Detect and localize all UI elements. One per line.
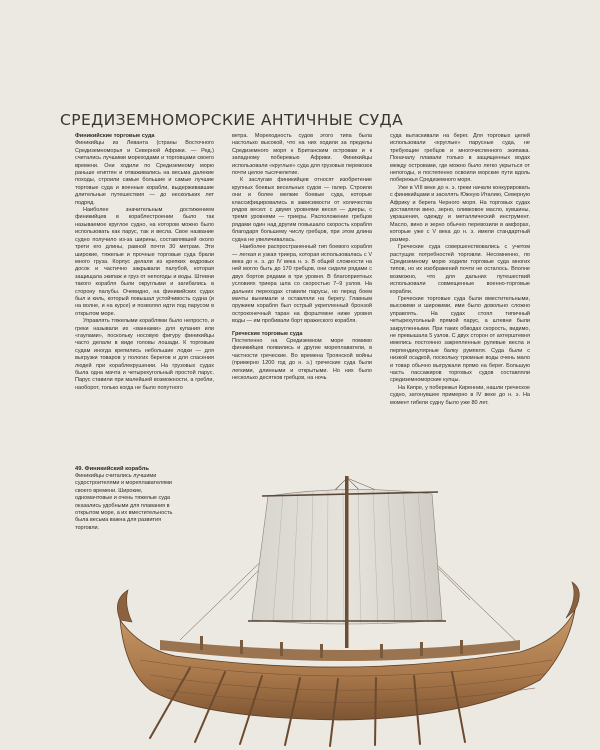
section-heading-greek: Греческие торговые суда [232,330,303,337]
paragraph: Греческие суда совершенствовались с учетом растущих потребностей торговли. Несомненно, по Средиземному морю ходили торговые суда многих типов, но их изображений почти не осталось. Вполне возможно, что для дальних путешествий использовали совмещенные военно-торговые корабли. [390,244,530,295]
paragraph: суда вытаскивали на берег. Для торговых целей использовали «круглые» парусные суда, не требующие гребцов и многочисленного экипажа. Поначалу плавали только в защищенных водах между островами, где можно было легко укрыться от непогоды, и постепенно освоили морские пути вдоль побережья Средиземного моря. [390,133,530,184]
section-heading-phoenician: Финикийские торговые суда [75,133,155,139]
paragraph: Финикийцы из Леванта (страны Восточного Средиземноморья и Северной Африки. — Ред.) считались лучшими мореходами и торговцами своего времени. Они ходили по Средиземному морю раньше египтян и отваживались на весьма далекие походы, строили самые большие и самые лучшие торговые суда и военные корабли, выдерживавшие длительные путешествия — до нескольких лет подряд. [75,140,214,206]
caption-text: Финикийцы считались лучшими судостроителями и мореплавателями своего времени. Широкие, одномачтовые и очень тяжелые суда оказались удобными для плавания в открытом море, а их вместительность была весьма важна для развития торговли. [75,473,173,531]
paragraph: Уже в VIII веке до н. э. греки начали конкурировать с финикийцами и заселять Южную Италию, Северную Африку и берега Черного моря. На торговых судах доставляли вино, зерно, оливковое масло, кувшины, украшения, одежду и металлический инструмент. Масло, вино и зерно обычно перевозили в амфорах, которые уже с V века до н. э. имели стандартный размер. [390,184,530,243]
bow-post [566,582,579,618]
paragraph: Постепенно на Средиземном море помимо финикийцев появились и другие мореплаватели, в частности греческие. Во времена Троянской войны (примерно 1200 год до н. э.) греческие суда были легкими, длинными и открытыми. Но них было несколько десятков гребцов, на ночь [232,337,372,381]
stern-post [117,590,132,622]
paragraph: К заслугам финикийцев относят изобретение крупных боевых весельных судов — галер. Строили они и более мелкие боевые суда, которые классифицировались в зависимости от количества рядов весел: с двумя уровнями весел — диеры, с тремя уровнями — триеры. Расположение гребцов рядами один над другим повышало скорость корабля благодаря большему числу гребцов, при этом длина судна не увеличивалась. [232,177,372,243]
page-title: СРЕДИЗЕМНОМОРСКИЕ АНТИЧНЫЕ СУДА [60,111,404,130]
mast [345,476,349,648]
paragraph: Наиболее значительным достижением финикийцев в кораблестроении было так называемое круглое судно, на котором можно было использовать как парус, так и весла. Свое название судно получило из-за ширины, составлявшей около трети его длины, равной почти 30 метрам. Эти широкие, тяжелые и прочные торговые суда брали много груза. Корпус делали из крепких кедровых досок и частично закрывали палубой, которая защищала экипаж и груз от непогоды и воды. Штевни такого корабля были округлыми и загибались в сторону палубы. Очевидно, на финикийских судах был и киль, который повышал устойчивость судна (и на волне, и на курсе) и позволял идти под парусом в открытом море. [75,207,214,317]
paragraph: Греческие торговые суда были вместительными, высокими и широкими, ими было довольно сложно управлять. На судах стоял типичный четырехугольный прямой парус, а штевни были закругленными. При таких обводах скорость, видимо, не превышала 5 узлов. С двух сторон от ахтерштевня имелись постоянно закрепленные рулевые весла и перпендикулярные балку румпеля. Суда были с низкой осадкой, поскольку трюмные воды очень мало и товар обычно выгружали прямо на берег. Большую часть пассажиров торговых судов составляли средиземноморские купцы. [390,295,530,384]
paragraph: Наиболее распространенный тип боевого корабля — легкая и узкая триера, которая использовалась с V века до н. э. до IV века н. э. В общей сложности на ней могло быть до 170 гребцов, они сидели рядами с двух бортов рядами в три уровня. В благоприятных условиях триера шла со скоростью 7–9 узлов. На дальних переходах ставили парусы, но перед боем мачты вынимали и оставляли на берегу. Главным оружием корабля был острый укрепленный бронзой остроконечный таран на форштевне ниже уровня воды — им пробивали борт вражеского корабля. [232,244,372,325]
deck-railing [160,636,520,661]
paragraph: На Кипре, у побережья Киреннии, нашли греческое судно, затонувшее примерно в IV веке до н. э. На момент гибели судну было уже 80 лет. [390,384,530,406]
paragraph: ветра. Мореходность судов этого типа была настолько высокой, что на них ходили за пределы Средиземного моря к Британским островам и к западному побережью Африки. Финикийцы использовали «круглые» суда для грузовых перевозок почти целое тысячелетие. [232,133,372,177]
caption-title: 49. Финикийский корабль [75,466,149,472]
paragraph: Управлять тяжелыми кораблями было непросто, и греки называли их «ваннами» для купания или «гаулами», поскольку носовую фигуру финикийцы часто делали в виде головы лошади. К торговым судам иногда крепились небольшие лодки — для выгрузки товаров у пологих берегов и для спасения людей при кораблекрушении. На грузовых судах была одна мачта и четырехугольный простой парус. Парус ставили при малейшей возможности, а гребли, наоборот, только когда не было попутного [75,318,214,391]
